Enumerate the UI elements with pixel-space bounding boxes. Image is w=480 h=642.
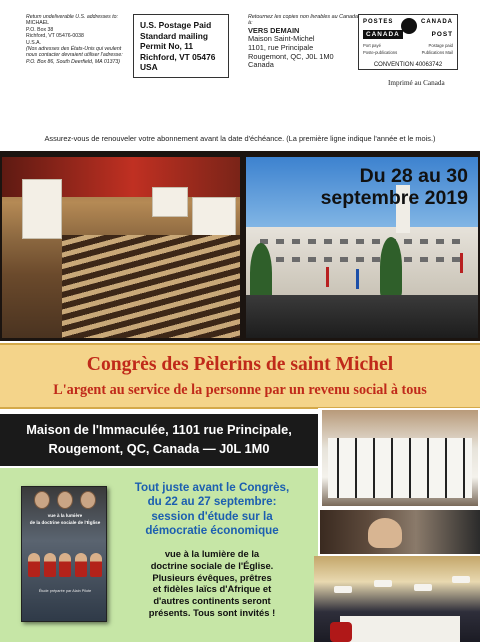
event-dates-line-1: Du 28 au 30 xyxy=(359,165,468,187)
ca-return-street: 1101, rue Principale xyxy=(248,43,314,52)
white-beret xyxy=(374,580,392,587)
postage-paid: Postage paid xyxy=(428,43,453,48)
canada-post-logo-icon xyxy=(401,18,417,34)
book-portraits-top xyxy=(30,491,100,511)
ca-return-name: Maison Saint-Michel xyxy=(248,34,315,44)
portrait xyxy=(75,553,87,577)
red-garment xyxy=(330,622,352,642)
flag xyxy=(326,267,329,287)
ca-return-label: Retournez les copies non livrables au Canada à: xyxy=(248,14,358,27)
table xyxy=(340,616,460,642)
hall-audience xyxy=(62,235,240,338)
book-credit: Étude préparée par Alain Pilote xyxy=(38,589,92,593)
us-return-label: Return undeliverable U.S. addresses to: xyxy=(26,14,118,20)
us-return-address xyxy=(26,14,130,65)
session-desc-line-5: d'autres continents seront xyxy=(153,595,271,607)
session-desc-line-6: présents. Tous sont invités ! xyxy=(148,606,276,618)
postage-line-3: Permit No, 11 xyxy=(140,41,194,51)
ca-return-publication: VERS DEMAIN xyxy=(248,25,300,35)
choir-row xyxy=(328,438,472,468)
poste-publications: Poste-publications xyxy=(363,50,398,55)
choir-photo xyxy=(322,410,478,506)
book-title-line-1: vue à la lumière xyxy=(47,513,83,518)
tree xyxy=(380,237,402,297)
port-paye: Port payé xyxy=(363,43,381,48)
venue-address-line-2: Rougemont, QC, Canada — J0L 1M0 xyxy=(48,441,270,456)
printed-in-canada: Imprimé au Canada xyxy=(388,79,445,87)
postage-line-4: Richford, VT 05476 xyxy=(140,51,216,62)
book-title-line-2: de la doctrine sociale de l'Église xyxy=(29,520,101,525)
us-return-country: U.S.A. xyxy=(26,39,41,46)
hall-wall-banner xyxy=(22,179,62,239)
portrait xyxy=(80,491,96,509)
session-line-3: session d'étude sur la xyxy=(151,509,273,523)
postes-label: POSTES xyxy=(363,18,394,25)
ca-return-city: Rougemont, QC, J0L 1M0 xyxy=(248,51,334,61)
building-windows xyxy=(260,239,460,244)
congress-title: Congrès des Pèlerins de saint Michel xyxy=(86,354,394,375)
canada-label-fr: CANADA xyxy=(421,18,453,25)
convention-number: CONVENTION 40063742 xyxy=(373,62,443,68)
congress-subtitle: L'argent au service de la personne par un revenu social à tous xyxy=(53,382,427,398)
session-line-1: Tout juste avant le Congrès, xyxy=(134,481,290,494)
us-return-note: (Nos adresses des États-Unis qui veulent nous contacter devraient utiliser l'adresse: P.O. Box 86, South Deerfield, MA 01373) xyxy=(26,46,123,65)
speaker-photo xyxy=(320,510,480,554)
session-desc-line-3: Plusieurs évêques, prêtres xyxy=(152,571,272,583)
publications-mail: Publications Mail xyxy=(421,50,453,55)
flag xyxy=(356,269,359,289)
speaker xyxy=(368,518,402,548)
event-dates xyxy=(321,165,468,209)
portrait xyxy=(34,491,50,509)
us-return-box: P.O. Box 38 xyxy=(26,26,54,33)
postage-line-5: USA xyxy=(140,62,158,72)
event-dates-line-2: septembre 2019 xyxy=(320,187,468,209)
session-line-4: démocratie économique xyxy=(145,524,279,538)
title-band xyxy=(0,343,480,409)
building-facade xyxy=(246,227,478,297)
portrait xyxy=(28,553,40,577)
us-return-name: MICHAEL xyxy=(26,20,50,27)
session-desc-line-2: doctrine sociale de l'Église. xyxy=(150,559,274,571)
congress-hall-photo xyxy=(2,157,240,338)
canada-post-indicia xyxy=(358,14,458,70)
hall-wall-banner xyxy=(152,187,188,217)
session-line-2: du 22 au 27 septembre: xyxy=(147,495,277,509)
canada-label-en: CANADA xyxy=(363,30,403,39)
postage-line-2: Standard mailing xyxy=(140,30,208,41)
book-portraits-popes xyxy=(28,553,102,583)
hall-wall-banner xyxy=(192,197,236,237)
portrait xyxy=(59,553,71,577)
session-headline xyxy=(112,481,312,539)
building-windows xyxy=(260,257,460,262)
session-desc-line-4: et fidèles laïcs d'Afrique et xyxy=(152,583,272,595)
post-label: POST xyxy=(431,31,453,38)
flag xyxy=(460,253,463,273)
white-beret xyxy=(334,586,352,593)
session-description xyxy=(112,548,312,619)
audience-photo xyxy=(314,556,480,642)
white-beret xyxy=(414,584,432,591)
us-return-city: Richford, VT 05476-0038 xyxy=(26,33,84,40)
us-postage-paid-box xyxy=(133,14,229,78)
session-desc-line-1: vue à la lumière de la xyxy=(164,548,260,559)
canada-return-address xyxy=(248,14,360,70)
venue-address-line-1: Maison de l'Immaculée, 1101 rue Principale, xyxy=(26,422,292,437)
portrait xyxy=(44,553,56,577)
book-cover xyxy=(21,486,107,622)
portrait xyxy=(90,553,102,577)
postage-line-1: U.S. Postage Paid xyxy=(140,20,212,30)
ca-return-country: Canada xyxy=(248,60,274,70)
pilgrims-crowd xyxy=(246,295,478,338)
choir-row xyxy=(328,468,472,498)
renewal-notice: Assurez-vous de renouveler votre abonnement avant la date d'échéance. (La première ligne indique l'année et le mois.) xyxy=(44,134,436,143)
tree xyxy=(250,243,272,303)
white-beret xyxy=(452,576,470,583)
portrait xyxy=(57,491,73,509)
